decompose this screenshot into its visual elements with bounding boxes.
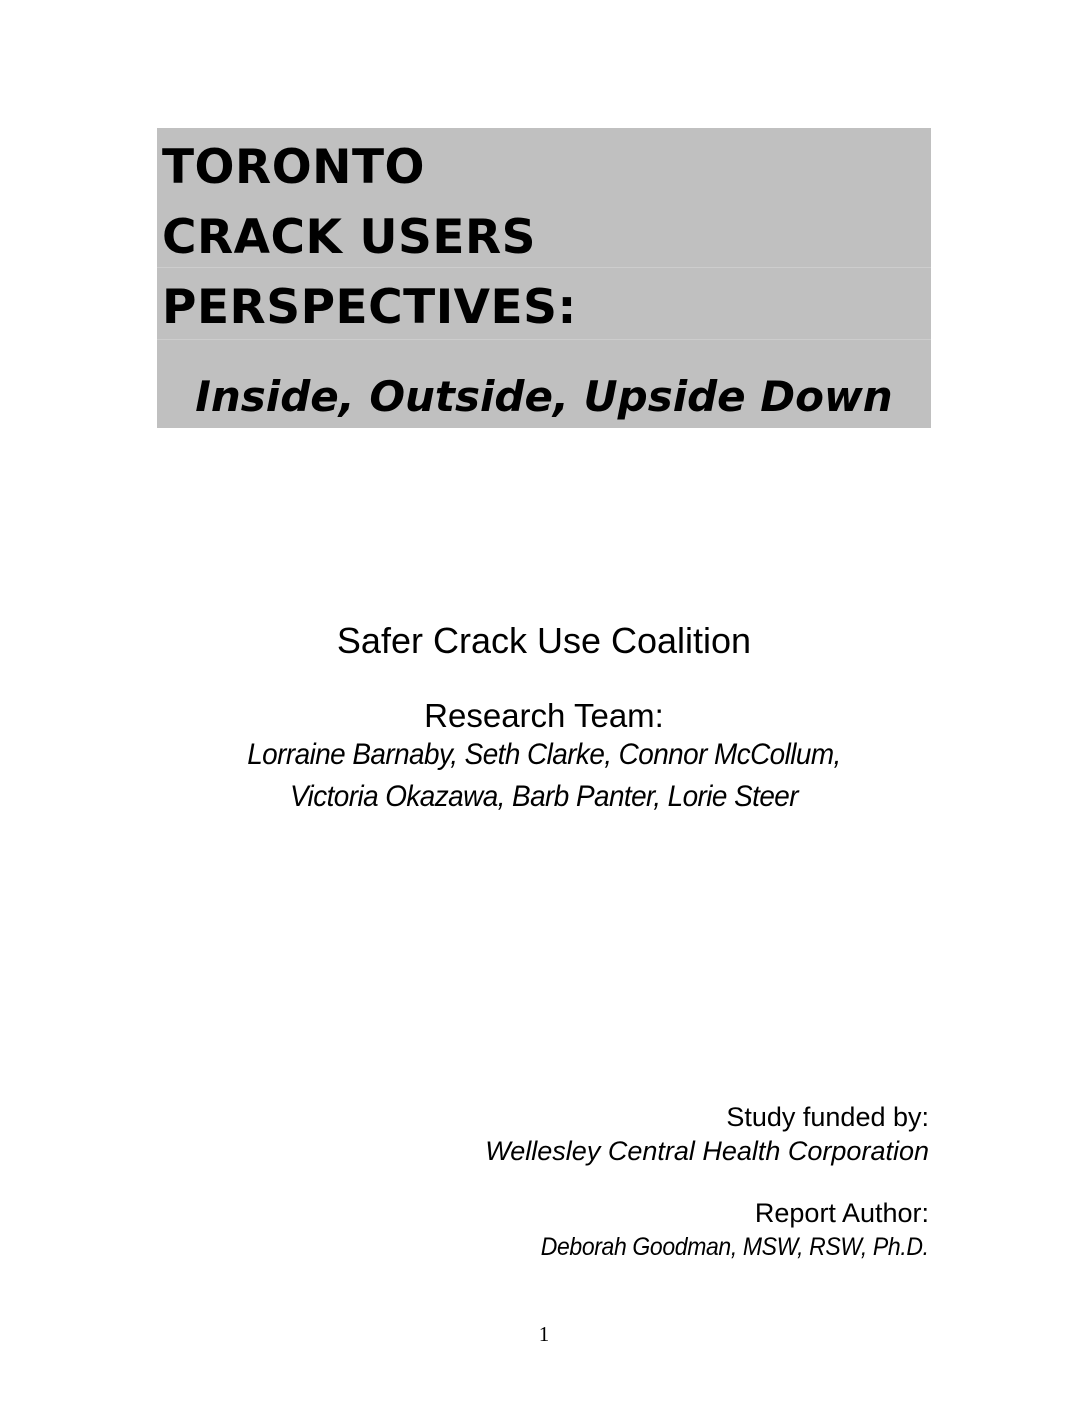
research-team-names-line-1: Lorraine Barnaby, Seth Clarke, Connor McCollum, — [247, 738, 841, 771]
funder-name: Wellesley Central Health Corporation — [485, 1136, 929, 1166]
report-author-label: Report Author: — [754, 1198, 929, 1228]
report-author-name: Deborah Goodman, MSW, RSW, Ph.D. — [541, 1233, 929, 1261]
title-line-3: PERSPECTIVES: — [162, 280, 577, 335]
title-block — [157, 128, 931, 428]
page-number: 1 — [538, 1322, 550, 1346]
organization-name: Safer Crack Use Coalition — [336, 620, 752, 661]
funded-by-label: Study funded by: — [726, 1102, 929, 1132]
title-divider — [157, 267, 931, 268]
title-line-1: TORONTO — [162, 140, 426, 195]
title-divider — [157, 339, 931, 340]
title-line-2: CRACK USERS — [162, 210, 536, 265]
research-team-label: Research Team: — [424, 697, 664, 734]
research-team-names-line-2: Victoria Okazawa, Barb Panter, Lorie Steer — [290, 780, 798, 813]
subtitle: Inside, Outside, Upside Down — [195, 372, 893, 421]
